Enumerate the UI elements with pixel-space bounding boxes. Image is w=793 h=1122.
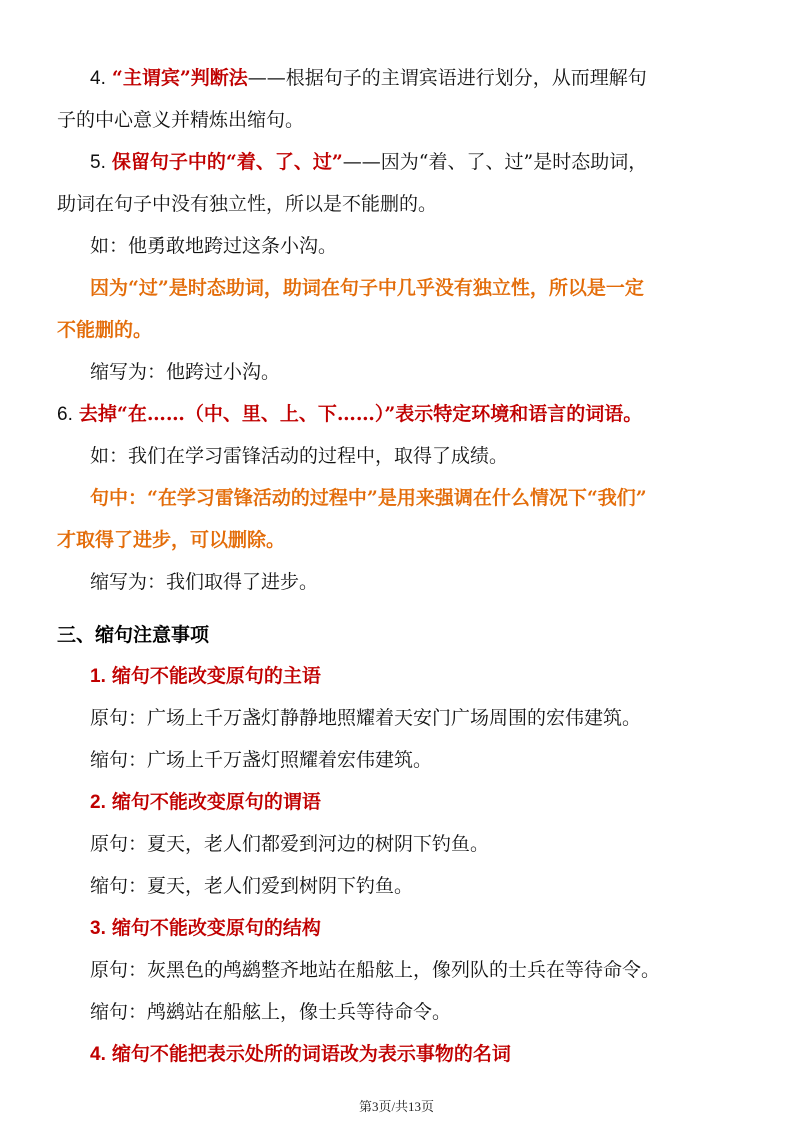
rule3-number: 3. — [90, 918, 106, 939]
rule2-original: 原句：夏天，老人们都爱到河边的树阴下钓鱼。 — [90, 833, 490, 855]
item5-desc-1: ——因为“着、了、过”是时态助词， — [342, 151, 648, 173]
item4-number: 4. — [90, 68, 106, 89]
rule2-title: 缩句不能改变原句的谓语 — [111, 791, 321, 813]
section3-heading: 三、缩句注意事项 — [57, 624, 210, 646]
rule1-original: 原句：广场上千万盏灯静静地照耀着天安门广场周围的宏伟建筑。 — [90, 707, 642, 729]
item4-desc-1: ——根据句子的主谓宾语进行划分，从而理解句 — [247, 67, 647, 89]
rule4-title-line — [90, 1042, 511, 1067]
item6-title: 去掉“在……（中、里、上、下……）”表示特定环境和语言的词语。 — [78, 403, 643, 425]
page-footer: 第3页/共13页 — [358, 1099, 435, 1114]
rule2-title-line — [90, 790, 321, 815]
rule4-title: 缩句不能把表示处所的词语改为表示事物的名词 — [111, 1043, 511, 1065]
rule4-number: 4. — [90, 1044, 106, 1065]
item5-number: 5. — [90, 152, 106, 173]
item4-title: “主谓宾”判断法 — [111, 67, 248, 89]
item5-line1 — [90, 150, 647, 175]
rule3-title-line — [90, 916, 321, 941]
item5-desc-2: 助词在句子中没有独立性，所以是不能删的。 — [57, 193, 438, 215]
item6-result: 缩写为：我们取得了进步。 — [90, 571, 319, 593]
rule1-title-line — [90, 664, 321, 689]
rule3-original: 原句：灰黑色的鸬鹚整齐地站在船舷上，像列队的士兵在等待命令。 — [90, 959, 661, 981]
item4-desc-2: 子的中心意义并精炼出缩句。 — [57, 109, 305, 131]
item6-line1 — [57, 402, 642, 427]
item6-example: 如：我们在学习雷锋活动的过程中，取得了成绩。 — [90, 445, 509, 467]
item6-number: 6. — [57, 404, 73, 425]
rule1-title: 缩句不能改变原句的主语 — [111, 665, 321, 687]
rule2-number: 2. — [90, 792, 106, 813]
item5-note-2: 不能删的。 — [57, 319, 153, 341]
item5-note-1: 因为“过”是时态助词，助词在句子中几乎没有独立性，所以是一定 — [90, 277, 644, 299]
item4-line1 — [90, 66, 647, 91]
rule3-title: 缩句不能改变原句的结构 — [111, 917, 321, 939]
rule1-number: 1. — [90, 666, 106, 687]
rule1-condensed: 缩句：广场上千万盏灯照耀着宏伟建筑。 — [90, 749, 433, 771]
item5-result: 缩写为：他跨过小沟。 — [90, 361, 281, 383]
rule2-condensed: 缩句：夏天，老人们爱到树阴下钓鱼。 — [90, 875, 414, 897]
item6-note-2: 才取得了进步，可以删除。 — [57, 529, 286, 551]
rule3-condensed: 缩句：鸬鹚站在船舷上，像士兵等待命令。 — [90, 1001, 452, 1023]
item5-title: 保留句子中的“着、了、过” — [111, 151, 343, 173]
item5-example: 如：他勇敢地跨过这条小沟。 — [90, 235, 338, 257]
item6-note-1: 句中：“在学习雷锋活动的过程中”是用来强调在什么情况下“我们” — [90, 487, 647, 509]
